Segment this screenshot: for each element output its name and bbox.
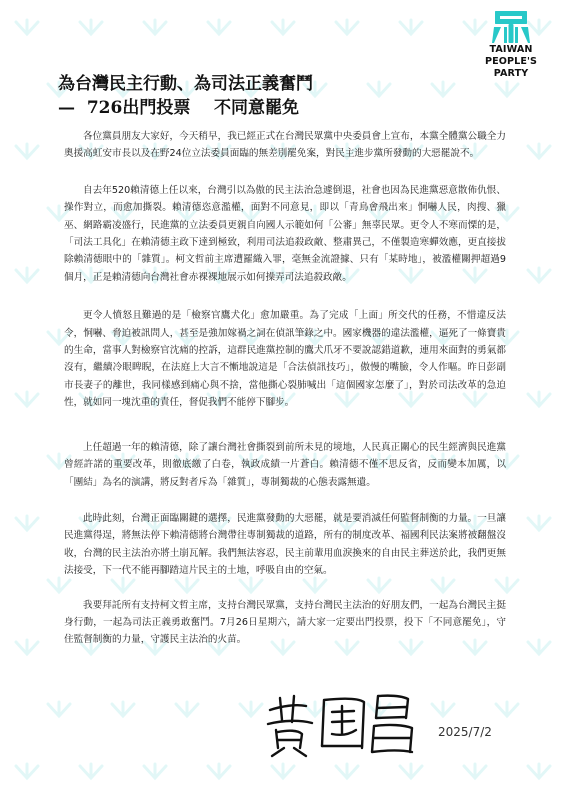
logo-text-taiwan: TAIWAN	[489, 44, 533, 55]
letter-body	[64, 128, 506, 649]
watermark-mark-icon	[14, 762, 40, 782]
paragraph-3: 更令人憤怒且難過的是「檢察官鷹犬化」愈加嚴重。為了完成「上面」所交代的任務，不惜違反法令，恫嚇、脅迫被訊問人，甚至是強加嫁禍之詞在偵訊筆錄之中。國家機器的違法濫權，逼死了一條寶貴的生命，當事人對檢察官沈痛的控訴，這群民進黨控制的鷹犬爪牙不要說認錯道歉，連用來面對的勇氣都沒有，繼續冷眼睥睨，在法庭上大言不慚地說這是「合法偵訊技巧」，傲慢的嘴臉，令人作嘔。昨日彭副市長妻子的離世，我同樣感到痛心與不捨，當他撕心裂肺喊出「這個國家怎麼了」，對於司法改革的急迫性，就如同一塊沈重的責任，督促我們不能停下腳步。	[64, 310, 506, 409]
watermark-mark-icon	[462, 762, 488, 782]
paragraph-1: 各位黨員朋友大家好，今天稍早，我已經正式在台灣民眾黨中央委員會上宣布，本黨全體黨公職全力奧援高虹安市長以及在野24位立法委員面臨的無差別罷免案，對民主進步黨所發動的大惡罷說不。	[64, 131, 506, 160]
paragraph-6: 我要拜託所有支持柯文哲主席，支持台灣民眾黨，支持台灣民主法治的好朋友們，一起為台灣民主挺身行動，一起為司法正義勇敢奮鬥。7月26日星期六，請大家一定要出門投票，投下「不同意罷免」，守住監督制衡的力量，守護民主法治的火苗。	[64, 599, 506, 646]
watermark-mark-icon	[270, 762, 296, 782]
watermark-mark-icon	[430, 80, 456, 100]
watermark-mark-icon	[494, 700, 520, 720]
watermark-mark-icon	[14, 142, 40, 162]
watermark-mark-icon	[174, 700, 200, 720]
watermark-mark-icon	[78, 762, 104, 782]
watermark-mark-icon	[334, 762, 360, 782]
watermark-mark-icon	[526, 638, 552, 658]
logo-text-peoples: PEOPLE'S	[484, 56, 538, 67]
watermark-mark-icon	[526, 266, 552, 286]
watermark-mark-icon	[142, 762, 168, 782]
party-logo	[470, 10, 552, 80]
watermark-mark-icon	[398, 18, 424, 38]
tpp-emblem-icon	[491, 10, 531, 44]
watermark-mark-icon	[14, 18, 40, 38]
signature-date: 2025/7/2	[438, 725, 492, 739]
paragraph-5: 此時此刻，台灣正面臨關鍵的選擇，民進黨發動的大惡罷，就是要消滅任何監督制衡的力量。一旦讓民進黨得逞，將無法停下賴清德將台灣帶往專制獨裁的道路，所有的制度改革、福國利民法案將被翻盤沒收，台灣的民主法治亦將土崩瓦解。我們無法容忍，民主前輩用血淚換來的自由民主葬送於此，我們更無法接受，下一代不能再腳踏這片民主的土地，呼吸自由的空氣。	[64, 512, 506, 577]
paragraph-2: 自去年520賴清德上任以來，台灣引以為傲的民主法治急遽倒退，社會也因為民進黨惡意散佈仇恨、操作對立，而愈加撕裂。賴清德恣意濫權，面對不同意見，即以「青鳥會飛出來」恫嚇人民，肉搜、獵巫、網路霸凌盛行，民進黨的立法委員更親自向國人示範如何「公審」無辜民眾。更令人不寒而慄的是，「司法工具化」在賴清德主政下達到極致，利用司法追殺政敵、整肅異己，不僅製造寒蟬效應，更直接拔除賴清德眼中的「雜質」。柯文哲前主席遭羅織入罪，毫無金流證據、只有「某時地」，被濫權關押超過9個月，正是賴清德向台灣社會赤裸裸地展示如何操弄司法追殺政敵。	[64, 184, 506, 283]
logo-text-party: PARTY	[493, 68, 529, 79]
title-line-1: 為台灣民主行動、為司法正義奮鬥	[58, 74, 313, 94]
watermark-mark-icon	[270, 18, 296, 38]
paragraph-4: 上任超過一年的賴清德，除了讓台灣社會撕裂到前所未見的境地，人民真正關心的民生經濟與民進黨曾經許諾的重要改革，則徹底繳了白卷，執政成績一片蒼白。賴清德不僅不思反省，反而變本加厲，以「團結」為名的演講，將反對者斥為「雜質」，專制獨裁的心態表露無遺。	[64, 441, 506, 488]
watermark-mark-icon	[430, 700, 456, 720]
watermark-mark-icon	[110, 700, 136, 720]
watermark-mark-icon	[14, 390, 40, 410]
watermark-mark-icon	[366, 80, 392, 100]
watermark-mark-icon	[526, 390, 552, 410]
watermark-mark-icon	[14, 638, 40, 658]
watermark-mark-icon	[334, 18, 360, 38]
watermark-mark-icon	[526, 142, 552, 162]
watermark-mark-icon	[14, 514, 40, 534]
watermark-mark-icon	[206, 762, 232, 782]
watermark-mark-icon	[78, 18, 104, 38]
watermark-mark-icon	[14, 266, 40, 286]
watermark-mark-icon	[494, 80, 520, 100]
watermark-mark-icon	[526, 514, 552, 534]
watermark-mark-icon	[398, 762, 424, 782]
watermark-mark-icon	[526, 762, 552, 782]
watermark-mark-icon	[238, 700, 264, 720]
title-line-2: — 726出門投票 不同意罷免	[58, 98, 299, 118]
handwritten-signature	[262, 690, 422, 758]
watermark-mark-icon	[142, 18, 168, 38]
letter-title	[58, 72, 313, 120]
watermark-mark-icon	[206, 18, 232, 38]
watermark-mark-icon	[46, 700, 72, 720]
